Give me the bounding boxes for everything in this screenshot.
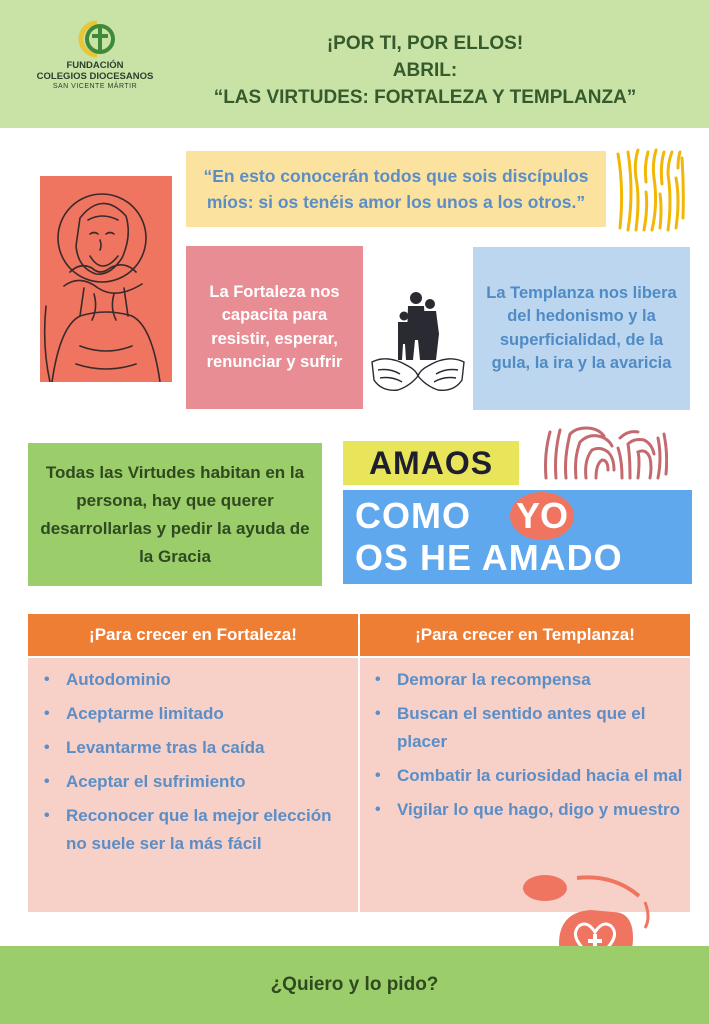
jesus-shepherd-illustration — [40, 176, 172, 382]
fingerprint-red-decoration — [542, 424, 668, 480]
templanza-box — [473, 247, 690, 410]
list-item: • Demorar la recompensa — [367, 666, 685, 694]
virtudes-box — [28, 443, 322, 586]
templanza-list — [367, 666, 685, 830]
fortaleza-text: La Fortaleza nos capacita para resistir, esperar, renunciar y sufrir — [206, 282, 343, 371]
title-line-1: ¡POR TI, POR ELLOS! — [326, 33, 524, 54]
row-divider — [28, 656, 690, 658]
gospel-quote: “En esto conocerán todos que sois discípulos míos: si os tenéis amor los unos a los otros.” — [203, 166, 589, 212]
fortaleza-box — [186, 246, 363, 409]
footer — [0, 946, 709, 1024]
column-divider — [358, 614, 360, 912]
list-item: • Combatir la curiosidad hacia el mal — [367, 762, 685, 790]
fortaleza-list — [36, 666, 354, 864]
footer-question: ¿Quiero y lo pido? — [270, 974, 439, 995]
page-title — [160, 30, 690, 111]
virtudes-text: Todas las Virtudes habitan en la persona, hay que querer desarrollarlas y pedir la ayuda de la Gracia — [40, 462, 310, 566]
list-item: • Aceptarme limitado — [36, 700, 354, 728]
header — [0, 0, 709, 128]
fingerprint-yellow-decoration — [616, 148, 685, 232]
logo-line-2: COLEGIOS DIOCESANOS — [36, 71, 154, 82]
family-in-hands-icon — [368, 290, 468, 400]
logo-line-3: SAN VICENTE MÁRTIR — [52, 83, 138, 90]
amaos-text: AMAOS — [368, 445, 494, 481]
os-he-amado-text: OS HE AMADO — [355, 537, 623, 578]
list-item: • Aceptar el sufrimiento — [36, 768, 354, 796]
list-item: • Levantarme tras la caída — [36, 734, 354, 762]
cross-logo-icon — [73, 18, 117, 60]
como-text: COMO — [355, 495, 471, 536]
amaos-banner — [343, 441, 519, 485]
templanza-column-header: ¡Para crecer en Templanza! — [360, 614, 690, 656]
gospel-quote-box — [186, 151, 606, 227]
fortaleza-column-header: ¡Para crecer en Fortaleza! — [28, 614, 358, 656]
yo-text: YO — [515, 495, 568, 536]
fundacion-logo — [30, 18, 160, 118]
list-item: • Vigilar lo que hago, digo y muestro — [367, 796, 685, 824]
logo-line-1: FUNDACIÓN — [66, 60, 124, 71]
title-line-3: “LAS VIRTUDES: FORTALEZA Y TEMPLANZA” — [213, 87, 637, 108]
templanza-text: La Templanza nos libera del hedonismo y la superficialidad, de la gula, la ira y la avaricia — [486, 283, 677, 372]
list-item: • Autodominio — [36, 666, 354, 694]
virtues-table — [28, 614, 690, 912]
title-line-2: ABRIL: — [392, 60, 458, 81]
list-item: • Buscan el sentido antes que el placer — [367, 700, 685, 756]
list-item: • Reconocer que la mejor elección no suele ser la más fácil — [36, 802, 354, 858]
como-yo-banner — [343, 490, 692, 584]
